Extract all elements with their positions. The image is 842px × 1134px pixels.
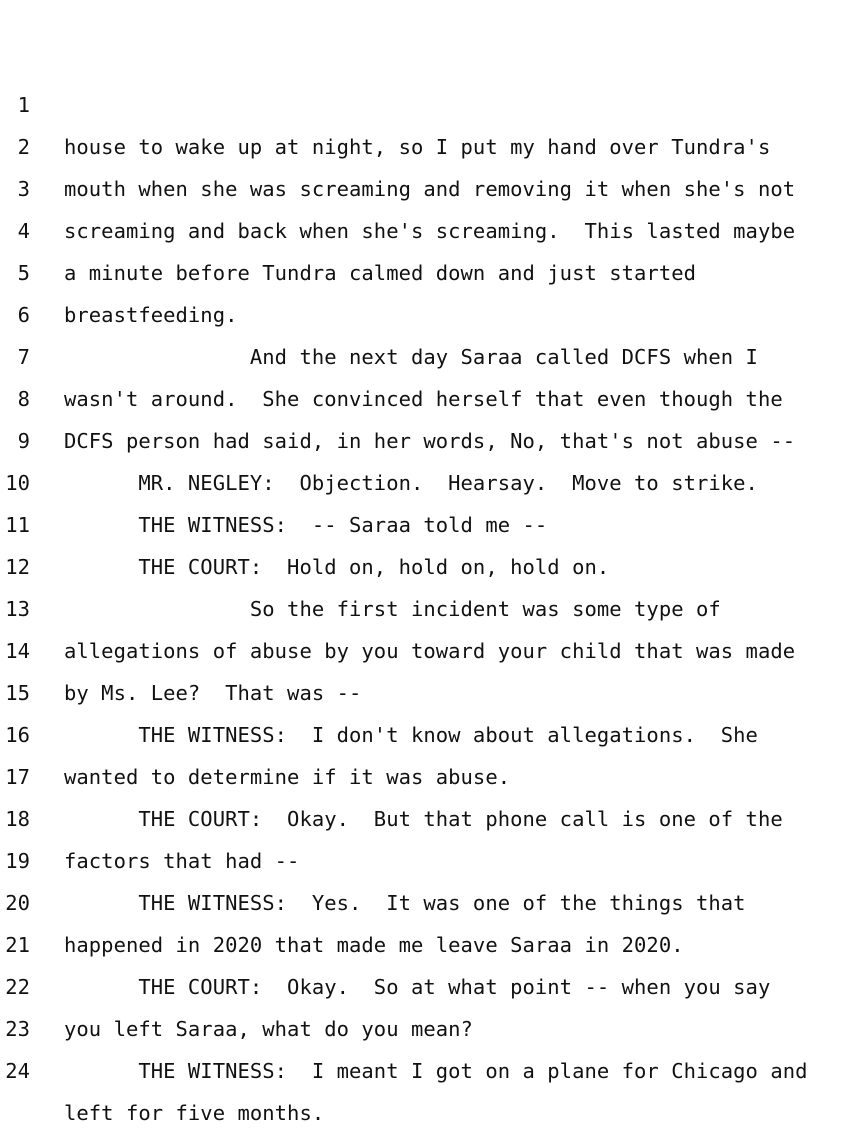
line-number: 11 bbox=[5, 513, 30, 537]
line-number: 6 bbox=[17, 303, 30, 327]
line-number: 22 bbox=[5, 975, 30, 999]
line-text: you left Saraa, what do you mean? bbox=[64, 1017, 473, 1041]
transcript-line-1 bbox=[0, 0, 842, 159]
line-number: 1 bbox=[17, 93, 30, 117]
line-number: 17 bbox=[5, 765, 30, 789]
line-text: DCFS person had said, in her words, No, that's not abuse -- bbox=[64, 429, 796, 453]
line-text: factors that had -- bbox=[64, 849, 300, 873]
line-number: 24 bbox=[5, 1059, 30, 1083]
line-number: 15 bbox=[5, 681, 30, 705]
line-text: THE COURT: Okay. But that phone call is one of the bbox=[64, 807, 783, 831]
line-number: 3 bbox=[17, 177, 30, 201]
line-text: And the next day Saraa called DCFS when I bbox=[64, 345, 758, 369]
line-number: 12 bbox=[5, 555, 30, 579]
line-text: THE WITNESS: -- Saraa told me -- bbox=[64, 513, 548, 537]
line-number: 2 bbox=[17, 135, 30, 159]
line-text: mouth when she was screaming and removing it when she's not bbox=[64, 177, 796, 201]
line-text: THE COURT: Hold on, hold on, hold on. bbox=[64, 555, 610, 579]
line-number: 21 bbox=[5, 933, 30, 957]
line-text: happened in 2020 that made me leave Saraa in 2020. bbox=[64, 933, 684, 957]
line-text: MR. NEGLEY: Objection. Hearsay. Move to strike. bbox=[64, 471, 758, 495]
line-number: 10 bbox=[5, 471, 30, 495]
line-text: THE WITNESS: Yes. It was one of the things that bbox=[64, 891, 746, 915]
line-text: THE WITNESS: I meant I got on a plane for Chicago and bbox=[64, 1059, 808, 1083]
line-text: THE COURT: Okay. So at what point -- when you say bbox=[64, 975, 771, 999]
line-number: 13 bbox=[5, 597, 30, 621]
line-text: left for five months. bbox=[64, 1101, 325, 1125]
line-number: 18 bbox=[5, 807, 30, 831]
line-text: a minute before Tundra calmed down and just started bbox=[64, 261, 696, 285]
line-number: 4 bbox=[17, 219, 30, 243]
line-text: breastfeeding. bbox=[64, 303, 238, 327]
line-number: 7 bbox=[17, 345, 30, 369]
line-number: 19 bbox=[5, 849, 30, 873]
line-number: 8 bbox=[17, 387, 30, 411]
line-number: 20 bbox=[5, 891, 30, 915]
line-number: 9 bbox=[17, 429, 30, 453]
line-number: 16 bbox=[5, 723, 30, 747]
line-text: wasn't around. She convinced herself that even though the bbox=[64, 387, 783, 411]
line-number: 14 bbox=[5, 639, 30, 663]
line-text: THE WITNESS: I don't know about allegations. She bbox=[64, 723, 758, 747]
line-number: 23 bbox=[5, 1017, 30, 1041]
line-number: 5 bbox=[17, 261, 30, 285]
line-text: wanted to determine if it was abuse. bbox=[64, 765, 511, 789]
line-text: by Ms. Lee? That was -- bbox=[64, 681, 362, 705]
line-text: screaming and back when she's screaming. This lasted maybe bbox=[64, 219, 796, 243]
line-text: house to wake up at night, so I put my hand over Tundra's bbox=[64, 135, 771, 159]
line-text: allegations of abuse by you toward your child that was made bbox=[64, 639, 796, 663]
line-text: So the first incident was some type of bbox=[64, 597, 721, 621]
